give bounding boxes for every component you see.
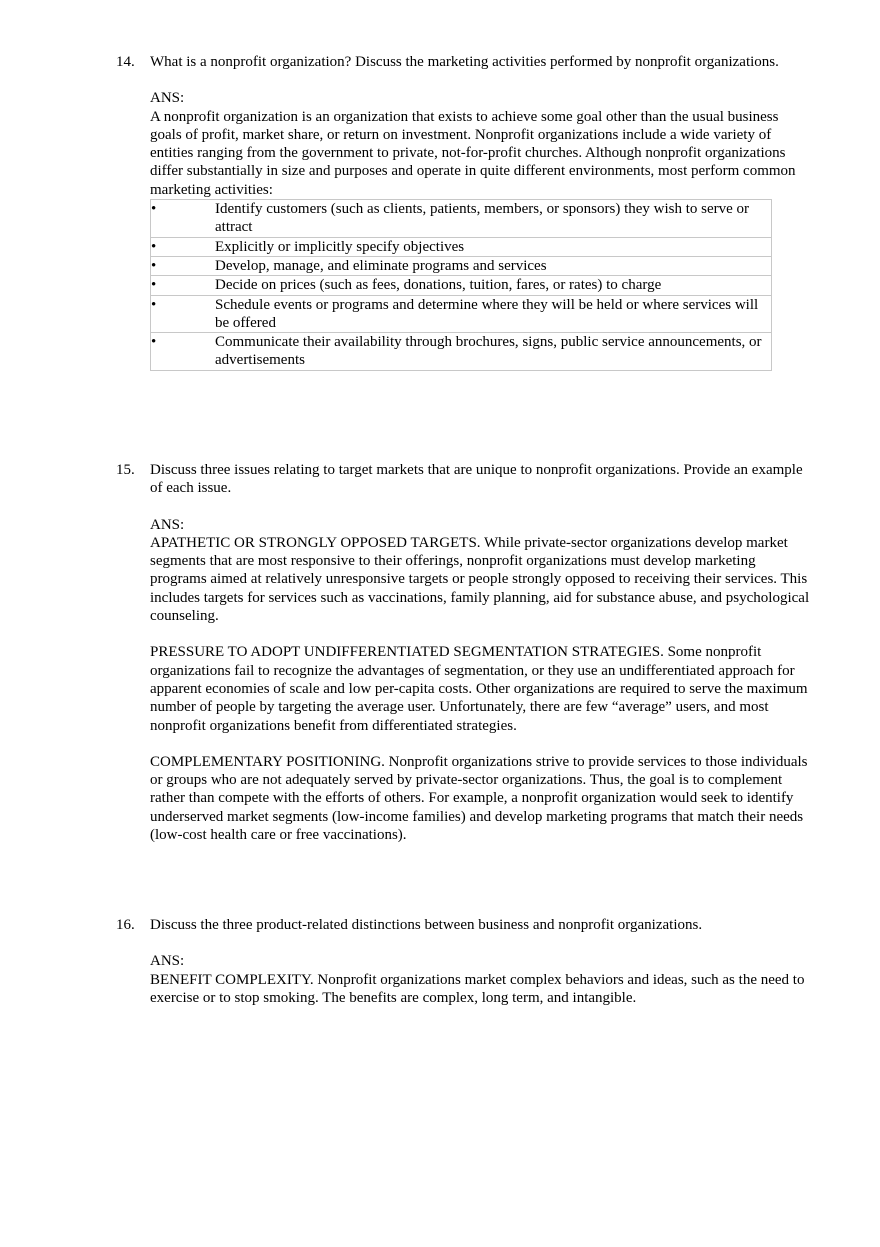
list-item: [151, 295, 772, 333]
list-item-text: Identify customers (such as clients, patients, members, or sponsors) they wish to serve or attract: [215, 200, 772, 238]
question-number: 15.: [116, 462, 135, 478]
answer-label: ANS:: [150, 953, 185, 970]
list-item: [151, 237, 772, 256]
question-text: Discuss the three product-related distinctions between business and nonprofit organizations.: [150, 917, 703, 933]
question-header: [0, 461, 880, 498]
answer-label: ANS:: [150, 516, 185, 533]
bullet-icon: •: [151, 276, 216, 295]
bullet-icon: •: [151, 333, 216, 371]
question-15: [0, 461, 880, 844]
list-item: [151, 200, 772, 238]
bullet-icon: •: [151, 200, 216, 238]
question-header: [0, 53, 880, 71]
answer-label: ANS:: [150, 90, 185, 107]
question-header: [0, 916, 880, 934]
list-item-text: Decide on prices (such as fees, donations, tuition, fares, or rates) to charge: [215, 276, 772, 295]
question-16: [0, 916, 880, 1007]
question-number: 16.: [116, 917, 135, 933]
answer-paragraph: APATHETIC OR STRONGLY OPPOSED TARGETS. While private-sector organizations develop market segments that are most responsive to their offerings, nonprofit organizations must develop marketing programs aimed at relatively unresponsive targets or people strongly opposed to receiving their services. This includes targets for services such as vaccinations, family planning, aid for substance abuse, and psychological counseling.: [150, 534, 810, 625]
question-14: [0, 53, 880, 371]
list-item-text: Communicate their availability through brochures, signs, public service announcements, or advertisements: [215, 333, 772, 371]
answer-paragraph: BENEFIT COMPLEXITY. Nonprofit organizations market complex behaviors and ideas, such as the need to exercise or to stop smoking. The benefits are complex, long term, and intangible.: [150, 971, 805, 1006]
question-text: Discuss three issues relating to target markets that are unique to nonprofit organizations. Provide an example of each issue.: [150, 462, 803, 497]
activities-list: [150, 199, 772, 371]
answer-paragraph: COMPLEMENTARY POSITIONING. Nonprofit organizations strive to provide services to those individuals or groups who are not adequately served by private-sector organizations. Thus, the goal is to complement rather than compete with the efforts of others. For example, a nonprofit organization would seek to identify underserved market segments (low-income families) and develop marketing programs that match their needs (low-cost health care or free vaccinations).: [150, 753, 808, 844]
list-item: [151, 276, 772, 295]
bullet-icon: •: [151, 295, 216, 333]
question-text: What is a nonprofit organization? Discuss the marketing activities performed by nonprofit organizations.: [150, 54, 779, 70]
answer-block: [150, 89, 810, 370]
list-item-text: Explicitly or implicitly specify objectives: [215, 237, 772, 256]
bullet-icon: •: [151, 256, 216, 275]
answer-paragraph: PRESSURE TO ADOPT UNDIFFERENTIATED SEGMENTATION STRATEGIES. Some nonprofit organizations fail to recognize the advantages of segmentation, or they use an undifferentiated approach for apparent economies of scale and low per-capita costs. Other organizations are required to serve the maximum number of people by targeting the average user. Unfortunately, there are few “average” users, and most nonprofit organizations benefit from differentiated strategies.: [150, 644, 808, 734]
list-item-text: Schedule events or programs and determine where they will be held or where services will be offered: [215, 295, 772, 333]
list-item-text: Develop, manage, and eliminate programs and services: [215, 256, 772, 275]
list-item: [151, 256, 772, 275]
question-number: 14.: [116, 54, 135, 70]
answer-intro: A nonprofit organization is an organization that exists to achieve some goal other than the usual business goals of profit, market share, or return on investment. Nonprofit organizations include a wide variety of entities ranging from the government to private, not-for-profit churches. Although nonprofit organizations differ substantially in size and purposes and operate in quite different environments, most perform common marketing activities:: [150, 108, 796, 198]
list-item: [151, 333, 772, 371]
answer-block: [150, 952, 810, 1007]
answer-block: [150, 516, 810, 845]
bullet-icon: •: [151, 237, 216, 256]
